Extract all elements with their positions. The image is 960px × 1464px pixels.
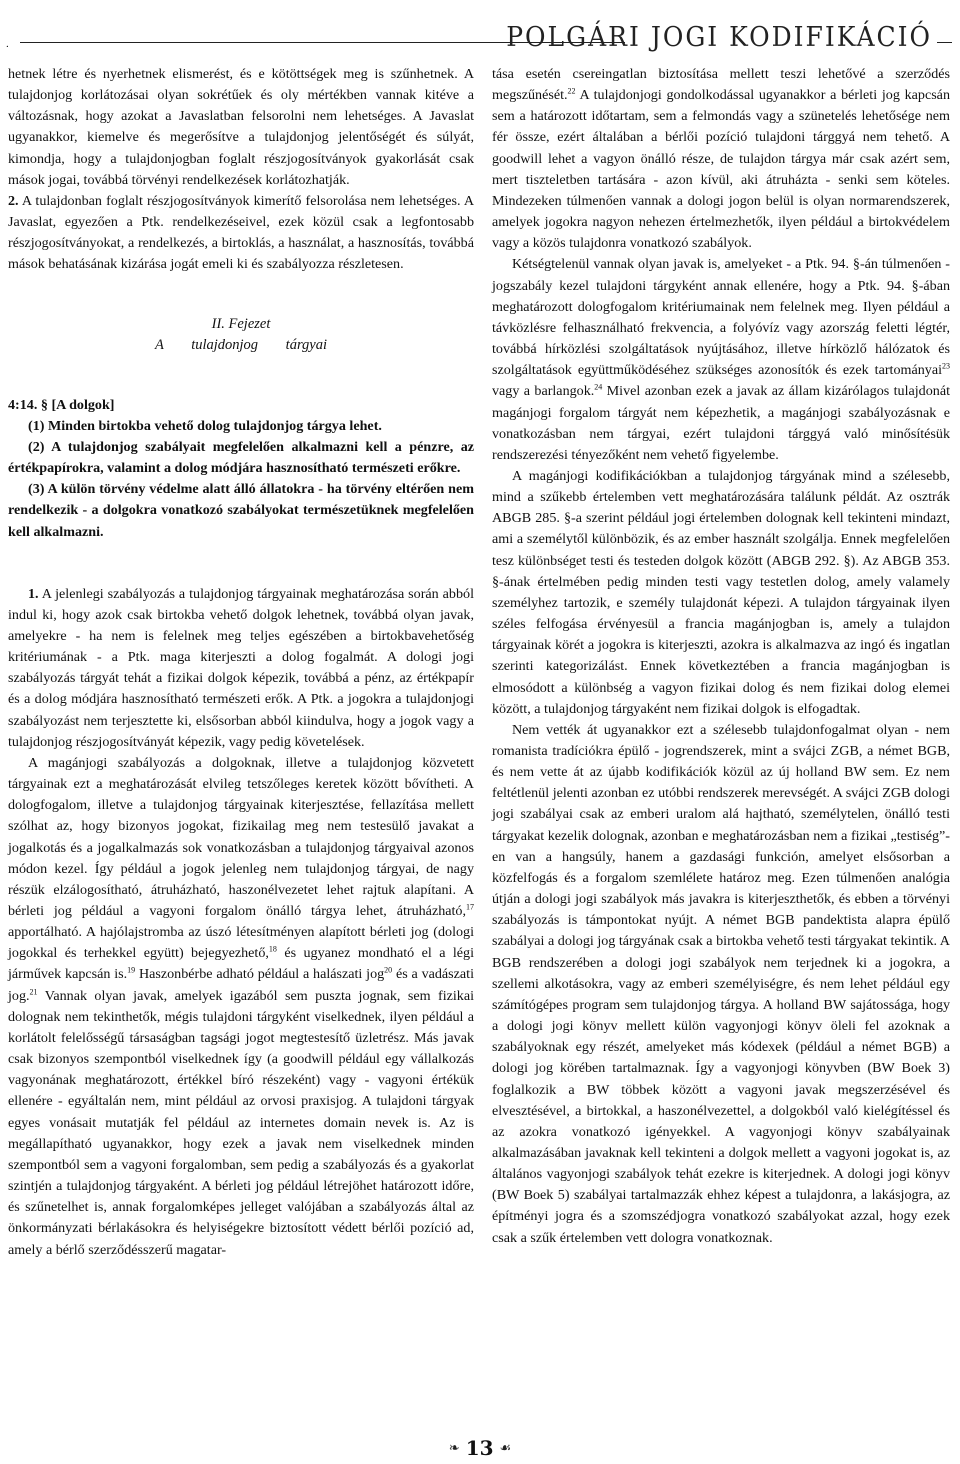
ornament-left-icon: ❧	[448, 1440, 460, 1455]
paragraph: hetnek létre és nyerhetnek elismerést, és e kötöttségek meg is szűnhetnek. A tulajdonjog korlátozásai olyan sokrétűek és oly mértékben vannak kitéve a változásnak, hogy azokat a Javaslatban felsorolni nem lehetséges. A Javaslat ugyanakkor, kiemelve és megerősítve a tulajdonjog jelentőségét és súlyát, kimondja, hogy a tulajdonjogban foglalt részjogosítványok gyakorlását csak mások jogai, továbbá törvényi rendelkezések korlátozhatják.	[8, 66, 474, 188]
left-column	[8, 64, 474, 1261]
chapter-heading	[8, 314, 474, 356]
chapter-number: II. Fejezet	[211, 315, 271, 332]
header-mark: .	[6, 38, 9, 50]
header-rule-end	[937, 42, 952, 43]
footnote-ref[interactable]: 19	[127, 965, 136, 975]
page-footer	[0, 1436, 960, 1462]
page-header	[0, 8, 960, 58]
paragraph: Nem vették át ugyanakkor ezt a szélesebb tulajdonfogalmat olyan - nem romanista tradíciókra épülő - jogrendszerek, mint a svájci ZGB, a német BGB, és nem vette át az újabb kodifikációk közül az új holland BW sem. Ez nem feltétlenül jelenti azonban ez utóbbi rendszerek merevségét. A svájci ZGB dologi jogi szabályai csak az emberi uralom alá hajtható, személytelen, önálló testi tárgyakat kezelik dolognak, azonban e meghatározásban nem a fizikai „testiség”-en van a hangsúly, hanem a gazdasági funkción, amelyet elsősorban a közfelfogás és a forgalom szemlélete határoz meg. Ezen túlmenően analógia útján a dologi jogi szabályok más javakra is kiterjeszthetők, és ebben a törvényi szabályozás is támpontokat nyújt. A német BGB pandektista alapra épülő szabályai a dologi jog tárgyának csak a birtokba vehető testi tárgyakat tekintik. A BGB rendszerében a dologi jogi szabályok nem terjednek ki a jogokra, a szellemi alkotásokra, vagy az emberi személyiségre, és nem lehet például egy számítógépes program sem tulajdonjog tárgya. A holland BW sajátossága, hogy a dologi jogi könyv mellett külön vagyonjogi könyv öleli fel azoknak a szabályoknak egy részét, amelyeket más kódexek (például a német BGB) a dologi jog körében tartalmaznak. Így a vagyonjogi könyvben (BW Boek 3) foglalkozik a BW többek között a vagyoni javak megszerzésével és elvesztésével, a birtokkal, a haszonélvezettel, a dolgokból való kielégítéssel és az azokra vonatkozó igényekkel. A vagyonjogi könyv szabályainak alkalmazásában javaknak kell tekinteni a dolgok mellett a vagyoni jogokat is, az általános vagyonjogi szabályok tehát ezekre is kiterjednek. A dologi jogi könyv (BW Boek 5) szabályai tartalmazzák ehhez képest a tulajdonra, a lakásjogra, az építményi jogra és a szomszédjogra vonatkozó szabályokat azzal, hogy ezek csak a szűk értelemben vett dologra vonatkoznak.	[492, 721, 950, 1246]
paragraph: 1. A jelenlegi szabályozás a tulajdonjog tárgyainak meghatározása során abból indul ki, hogy azok csak birtokba vehető dolgok lehetnek, továbbá olyan javak, amelyekre - ha nem is felelnek meg teljes egészében a birtokbavehetőség kritériumának - a Ptk. maga kiterjeszti a dolog fogalmát. A dologi jogi szabályozás tárgyát tehát a fizikai dolgok képezik, továbbá a pénz, az értékpapír és a dolog módjára hasznosítható természeti erők. A Ptk. a jogokra a tulajdonjogi szabályozást nem terjesztette ki, elsősorban abból kiindulva, hogy a jogok vagy a tulajdonjog részjogosítványát képezik, vagy pedig követelések.	[8, 585, 474, 750]
article-paragraph: (3) A külön törvény védelme alatt álló állatokra - ha törvény eltérően nem rendelkezik - a dolgokra vonatkozó szabályokat természetüknek megfelelően kell alkalmazni.	[8, 481, 474, 540]
running-title: POLGÁRI JOGI KODIFIKÁCIÓ	[506, 20, 932, 53]
article-paragraph: (2) A tulajdonjog szabályait megfelelően alkalmazni kell a pénzre, az értékpapírokra, valamint a dolog módjára hasznosítható természeti erőkre.	[8, 438, 474, 477]
article-paragraph: (1) Minden birtokba vehető dolog tulajdonjog tárgya lehet.	[28, 417, 382, 434]
footnote-ref[interactable]: 24	[594, 382, 603, 392]
footnote-ref[interactable]: 22	[567, 86, 576, 96]
paragraph: tása esetén csereingatlan biztosítása mellett teszi lehetővé a szerződés megszűnését.$^{22}$ A tulajdonjogi gondolkodással ugyanakkor a bérleti jog kapcsán sem a határozott időtartam, sem a felmondás vagy a szünetelés lehetősége nem fér össze, ezért általában a bérlői pozíció tulajdoni tárggyá nem tehető. A goodwill lehet a vagyon önálló része, de tulajdon tárgya már csak azért sem, mert tiszteletben tartására - azon kívül, aki átruházta - senki sem köteles. Mindezeken túlmenően vannak a dologi jogon belül is olyan normarendszerek, amelyek jogokra nagyon nehezen értelmezhetők, ilyen például a birtokvédelem vagy a közös tulajdonra vonatkozó szabályok.	[492, 66, 950, 252]
paragraph: 2. A tulajdonban foglalt részjogosítványok kimerítő felsorolása nem lehetséges. A Javaslat, egyezően a Ptk. rendelkezéseivel, ezek közül csak a legfontosabb részjogosítványokat, a rendelkezés, a birtoklás, a használat, a hasznosítás, továbbá mások behatásának kizárása jogát emeli ki és szabályozza részletesen.	[8, 192, 474, 273]
ornament-right-icon: ☙	[499, 1440, 512, 1455]
footnote-ref[interactable]: 23	[942, 361, 950, 371]
footnote-ref[interactable]: 18	[268, 944, 277, 954]
paragraph: A magánjogi kodifikációkban a tulajdonjog tárgyának mind a szélesebb, mind a szűkebb értelemben vett meghatározására találunk példát. Az osztrák ABGB 285. §-a szerint például jogi értelemben dolognak kell tekinteni mindazt, ami a személytől különbözik, és az ember használt szolgálja. Ennek megfelelően tesz különbséget testi és testeden dolgok között (ABGB 292. §). Az ABGB 353. §-ának értelmében pedig minden testi vagy testetlen dolog, amely valamely személyhez tartozik, e személy tulajdonát képezi. A tulajdon tárgyainak ilyen széles felfogása érvényesül a francia magánjogban is, amely a tulajdon tárgyainak körét a jogokra is kiterjeszti, azokra is alkalmazva az ingó és ingatlan szerinti kategorizálást. Ennek következtében a francia magánjogban is elmosódott a különbség a vagyon fizikai dolog és nem fizikai dolog elemei között, a tulajdonjog tárgyaként nem fizikai dolgok is elfogadtak.	[492, 467, 950, 717]
paragraph: Kétségtelenül vannak olyan javak is, amelyeket - a Ptk. 94. §-án túlmenően - jogszabály kezel tulajdoni tárgyként annak ellenére, hogy a Ptk. 94. §-ában meghatározott dologfogalom kritériumainak nem felelnek meg. Ilyen például a távközlésre felhasználható frekvencia, a folyóvíz vagy azország feletti légtér, továbbá hírközlési szolgáltatások nyújtásához, illetve hírközlő hálózatok és szolgáltatások együttműködéséhez szükséges azonosítók és ezek tartományai$^{23}$ vagy a barlangok.$^{24}$ Mivel azonban ezek a javak az állam kizárólagos tulajdonát magánjogi forgalom tárgyát nem képezhetik, a magánjogi szabályozásnak e vonatkozásban nem tárgyai, ezért tulajdoni tárggyá való minősítésük rendszerezési tényezőként nem vehető figyelembe.	[492, 256, 950, 463]
statute-article	[8, 395, 474, 543]
footnote-ref[interactable]: 20	[384, 965, 393, 975]
paragraph: A magánjogi szabályozás a dolgoknak, illetve a tulajdonjog közvetett tárgyainak ezt a meghatározását elvileg tetszőleges keretek között bővítheti. A dologfogalom, illetve a tulajdonjog tárgyainak kiterjesztése, fellazítása mellett szólhat az, hogy bizonyos jogokat, fizikailag meg nem testesülő javakat a jogalkotás és a jogalkalmazás sok vonatkozásban a tulajdonjog tárgyaival azonos módon kezel. Így például a jogok jelenleg nem tulajdonjog tárgyai, de nagy részük elzálogosítható, átruházható, haszonélvezetet lehet rajtuk alapítani. A bérleti jog például a vagyoni forgalom önálló tárgya lehet, átruházható,$^{17}$ apportálható. A hajólajstromba az úszó létesítményen alapított bérleti jog (dologi jogokkal és terhekkel együtt) bejegyezhető,$^{18}$ és ugyanez mondható el a légi járművek kapcsán is.$^{19}$ Haszonbérbe adható például a halászati jog$^{20}$ és a vadászati jog.$^{21}$ Vannak olyan javak, amelyek igazából sem puszta jognak, sem fizikai dolognak nem tekinthetők, mégis tulajdoni tárgyként viselkednek, ilyen például a korlátolt felelősségű társaságban tagsági jogot megtestesítő üzletrész. Más javak csak bizonyos szempontból viselkednek így (a goodwill például egy vállalkozás vagyonának meghatározott, értékkel bíró részeként) vagy - vagyoni értékük ellenére - egyáltalán nem, mint például az orvosi praxisjog. A tulajdoni tárgyak egyes vonásait mutatják fel például az internetes domain nevek is. Az is megállapítható ugyanakkor, hogy ezek a javak nem viselkednek minden szempontból sem a vagyoni forgalomban, sem pedig a szabályozás és a gyakorlat szintjén a tulajdonjog tárgyaként. A bérleti jog például létrejöhet határozott időre, és szűnetelhet is, annak forgalomképes jelleget valójában a szabályozás által az önkormányzati bérlakásokra és helyiségekre biztosított védett bérlői pozíció ad, amely a bérlő szerződésszerű magatar-	[8, 754, 475, 1258]
chapter-title: A tulajdonjog tárgyai	[154, 336, 328, 353]
footnote-ref[interactable]: 17	[466, 902, 474, 912]
right-column	[492, 64, 950, 1249]
article-heading: 4:14. § [A dolgok]	[8, 396, 115, 413]
footnote-ref[interactable]: 21	[29, 986, 38, 996]
page-number: 13	[465, 1436, 494, 1460]
